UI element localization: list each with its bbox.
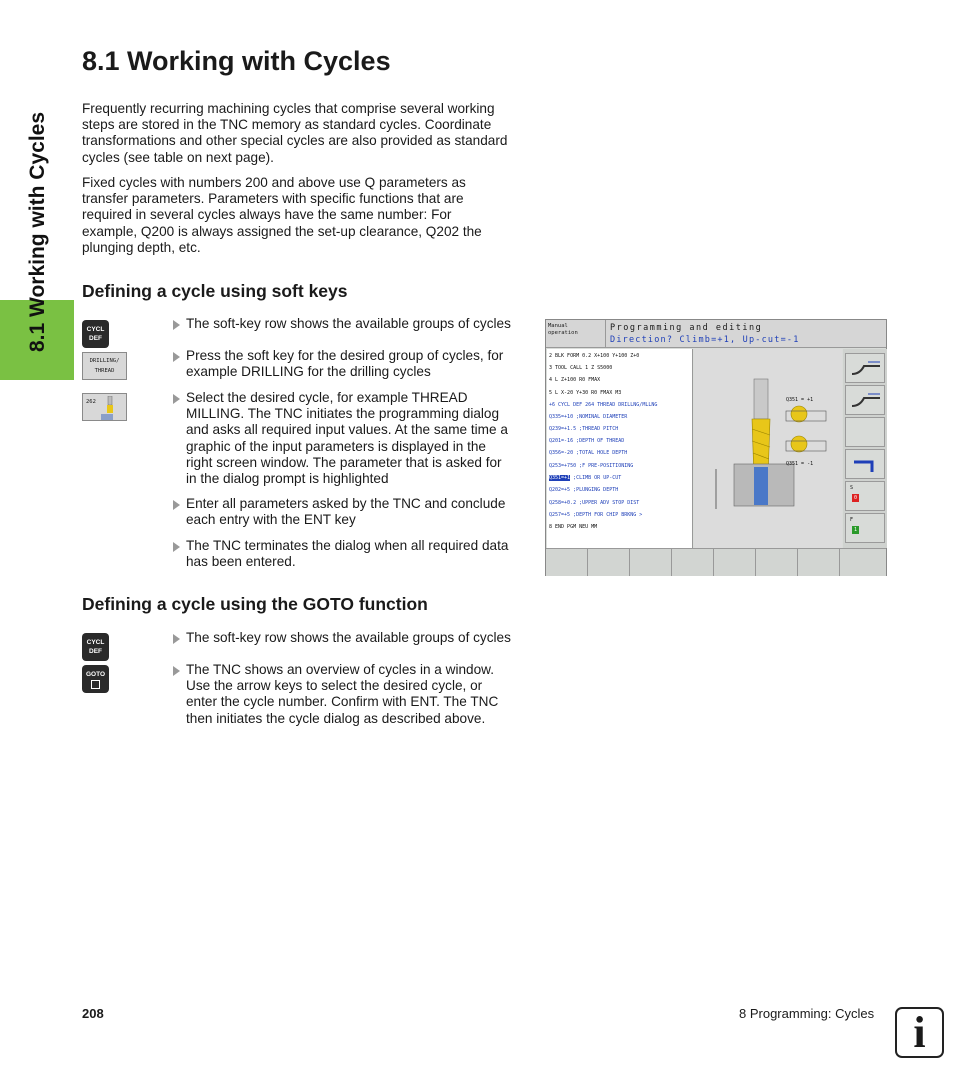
softkey-slot[interactable] [714, 549, 756, 576]
softkey-slot[interactable] [630, 549, 672, 576]
program-line: Q356=-20 ;TOTAL HOLE DEPTH [549, 450, 628, 456]
horizontal-softkeys [546, 548, 886, 575]
info-icon [895, 1007, 944, 1058]
program-line: Q253=+750 ;F PRE-POSITIONING [549, 463, 634, 469]
program-line: Q202=+5 ;PLUNGING DEPTH [549, 487, 619, 493]
section-heading-soft-keys: Defining a cycle using soft keys [82, 281, 348, 301]
on-indicator: 1 [854, 527, 858, 533]
chapter-name: 8 Programming: Cycles [739, 1006, 875, 1021]
program-line-highlighted: Q351=+1 ;CLIMB OR UP-CUT [549, 475, 622, 481]
side-tab-label: 8.1 Working with Cycles [26, 111, 49, 352]
softkey-slot[interactable] [840, 549, 886, 576]
faucet-icon [846, 450, 886, 480]
program-line: 4 L Z+100 R0 FMAX [549, 377, 601, 383]
goto-step-1: The soft-key row shows the available groups of cycles [172, 630, 528, 646]
graphic-label-upcut: Q351 = -1 [786, 461, 814, 467]
off-indicator: 0 [854, 495, 858, 501]
goto-square-icon [91, 680, 100, 689]
feed-on-softkey[interactable] [845, 513, 885, 543]
chapter-side-tab [0, 0, 74, 380]
program-line: 3 TOOL CALL 1 Z S5000 [549, 365, 613, 371]
coolant-softkey[interactable] [845, 449, 885, 479]
screen-title: Programming and editing [610, 323, 763, 333]
climb-softkey[interactable] [845, 353, 885, 383]
climb-icon [846, 354, 886, 384]
step-4: Enter all parameters asked by the TNC and conclude each entry with the ENT key [172, 496, 528, 528]
info-letter: i [913, 1008, 926, 1057]
program-line: Q257=+5 ;DEPTH FOR CHIP BRKNG > [549, 512, 643, 518]
help-graphic [694, 349, 842, 548]
bullet-arrow-icon [173, 320, 180, 330]
thread-mill-icon [105, 396, 115, 414]
graphic-label-climb: Q351 = +1 [786, 397, 814, 403]
softkey-slot[interactable] [546, 549, 588, 576]
step-3: Select the desired cycle, for example THREAD MILLING. The TNC initiates the programming dialog and asks all required input values. At the same time a graphic of the input parameters is displayed in the right screen window. The parameter that is asked for in the dialog prompt is highlighted [172, 390, 528, 487]
program-line: 2 BLK FORM 0.2 X+100 Y+100 Z+0 [549, 353, 640, 359]
program-line: 5 L X-20 Y+30 R0 FMAX M3 [549, 390, 622, 396]
section-heading-goto: Defining a cycle using the GOTO function [82, 594, 428, 614]
workpiece-icon [101, 414, 113, 420]
cycle-262-softkey[interactable]: 262 [82, 393, 127, 421]
goto-key[interactable]: GOTO [82, 665, 109, 693]
bullet-arrow-icon [173, 394, 180, 404]
thread-milling-graphic [694, 349, 842, 548]
bullet-arrow-icon [173, 666, 180, 676]
drilling-thread-softkey[interactable]: DRILLING/ THREAD [82, 352, 127, 380]
bullet-arrow-icon [173, 500, 180, 510]
step-2: Press the soft key for the desired group of cycles, for example DRILLING for the drilling cycles [172, 348, 528, 380]
screen-header [546, 320, 886, 348]
softkey-slot[interactable] [588, 549, 630, 576]
page-number: 208 [82, 1006, 104, 1021]
spindle-label: S [850, 485, 854, 491]
dialog-prompt: Direction? Climb=+1, Up-cut=-1 [610, 335, 800, 345]
spindle-off-softkey[interactable] [845, 481, 885, 511]
goto-step-2: The TNC shows an overview of cycles in a window. Use the arrow keys to select the desired cycle, or enter the cycle number. Confirm with ENT. The TNC then initiates the cycle dialog as described above. [172, 662, 528, 727]
cycl-def-key[interactable]: CYCL DEF [82, 320, 109, 348]
vertical-softkeys [843, 349, 887, 548]
program-line: Q239=+1.5 ;THREAD PITCH [549, 426, 619, 432]
tnc-screen-screenshot [545, 319, 887, 576]
bullet-arrow-icon [173, 352, 180, 362]
operating-mode: Manual operation [546, 320, 606, 348]
program-line: 8 END PGM NEU MM [549, 524, 598, 530]
program-line: Q201=-16 ;DEPTH OF THREAD [549, 438, 625, 444]
program-listing [547, 349, 693, 548]
step-1: The soft-key row shows the available groups of cycles [172, 316, 528, 332]
program-line: Q258=+0.2 ;UPPER ADV STOP DIST [549, 500, 640, 506]
step-5: The TNC terminates the dialog when all required data has been entered. [172, 538, 528, 570]
softkey-slot[interactable] [798, 549, 840, 576]
feed-label: F [850, 517, 854, 523]
bullet-arrow-icon [173, 634, 180, 644]
intro-paragraph-1: Frequently recurring machining cycles that comprise several working steps are stored in the TNC memory as standard cycles. Coordinate transformations and other special cycles are also provided as standard cycles (see table on next page). [82, 101, 508, 165]
program-line: Q335=+10 ;NOMINAL DIAMETER [549, 414, 628, 420]
softkey-slot[interactable] [672, 549, 714, 576]
softkey-slot[interactable] [756, 549, 798, 576]
upcut-softkey[interactable] [845, 385, 885, 415]
bullet-arrow-icon [173, 542, 180, 552]
page-title: 8.1 Working with Cycles [82, 46, 391, 76]
cycl-def-key[interactable]: CYCL DEF [82, 633, 109, 661]
upcut-icon [846, 386, 886, 416]
program-line: +6 CYCL DEF 264 THREAD DRILLNG/MLLNG [549, 402, 658, 408]
intro-paragraph-2: Fixed cycles with numbers 200 and above use Q parameters as transfer parameters. Parameters with specific functions that are required in several cycles always have the same number: For example, Q200 is always assigned the set-up clearance, Q202 the plunging depth, etc. [82, 175, 482, 255]
empty-softkey[interactable] [845, 417, 885, 447]
